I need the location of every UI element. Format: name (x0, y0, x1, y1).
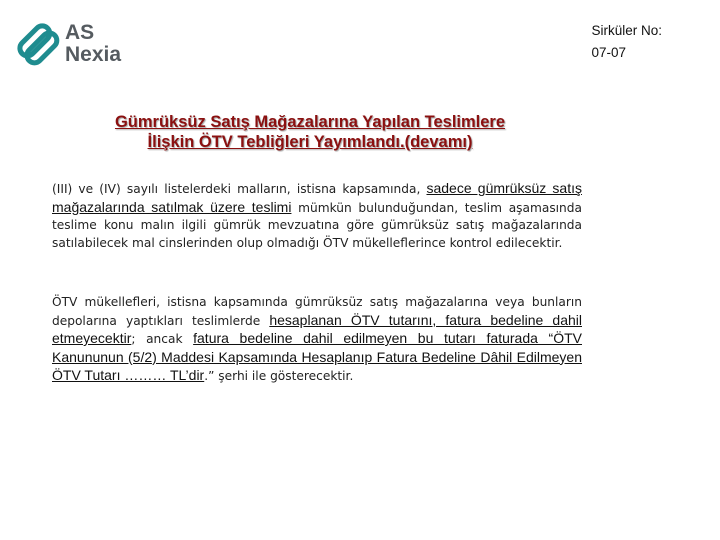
logo-wordmark (65, 22, 121, 66)
paragraph-1-highlight: sadece gümrüksüz satış mağazalarında satılmak üzere teslimi (52, 180, 582, 215)
paragraph-2-text-3: .” şerhi ile gösterecektir. (204, 369, 354, 383)
circular-label: Sirküler No: (591, 23, 662, 38)
company-logo (16, 20, 156, 76)
paragraph-1-text-1: (III) ve (IV) sayılı listelerdeki malların, istisna kapsamında, (52, 182, 427, 196)
circular-number: 07-07 (591, 45, 626, 60)
circular-info (591, 20, 662, 64)
logo-mark-icon (16, 22, 60, 66)
title-line-1: Gümrüksüz Satış Mağazalarına Yapılan Teslimlere (114, 113, 506, 131)
page-title (50, 112, 570, 152)
title-line-2: İlişkin ÖTV Tebliğleri Yayımlandı.(devamı) (147, 133, 473, 151)
paragraph-2-text-2: ; ancak (131, 332, 194, 346)
paragraph-2-highlight-2: fatura bedeline dahil edilmeyen bu tutarı faturada “ÖTV Kanununun (5/2) Maddesi Kapsamında Hesaplanıp Fatura Bedeline Dâhil Edilmeyen ÖTV Tutarı ……… TL’dir (52, 330, 582, 383)
logo-line-1: AS (65, 21, 95, 44)
paragraph-2 (52, 294, 582, 386)
paragraph-2-text-1: ÖTV mükellefleri, istisna kapsamında gümrüksüz satış mağazalarına veya bunların depolarına yaptıkları teslimlerde (52, 295, 582, 328)
paragraph-2-highlight-1: hesaplanan ÖTV tutarını, fatura bedeline dahil etmeyecektir (52, 311, 582, 346)
logo-line-2: Nexia (65, 43, 122, 66)
paragraph-1 (52, 180, 582, 252)
paragraph-1-text-2: mümkün bulunduğundan, teslim aşamasında teslime konu malın ilgili gümrük mevzuatına göre gümrüksüz satış mağazalarında satılabilecek mal cinslerinden olup olmadığı ÖTV mükelleflerince kontrol edilecektir. (52, 200, 582, 250)
